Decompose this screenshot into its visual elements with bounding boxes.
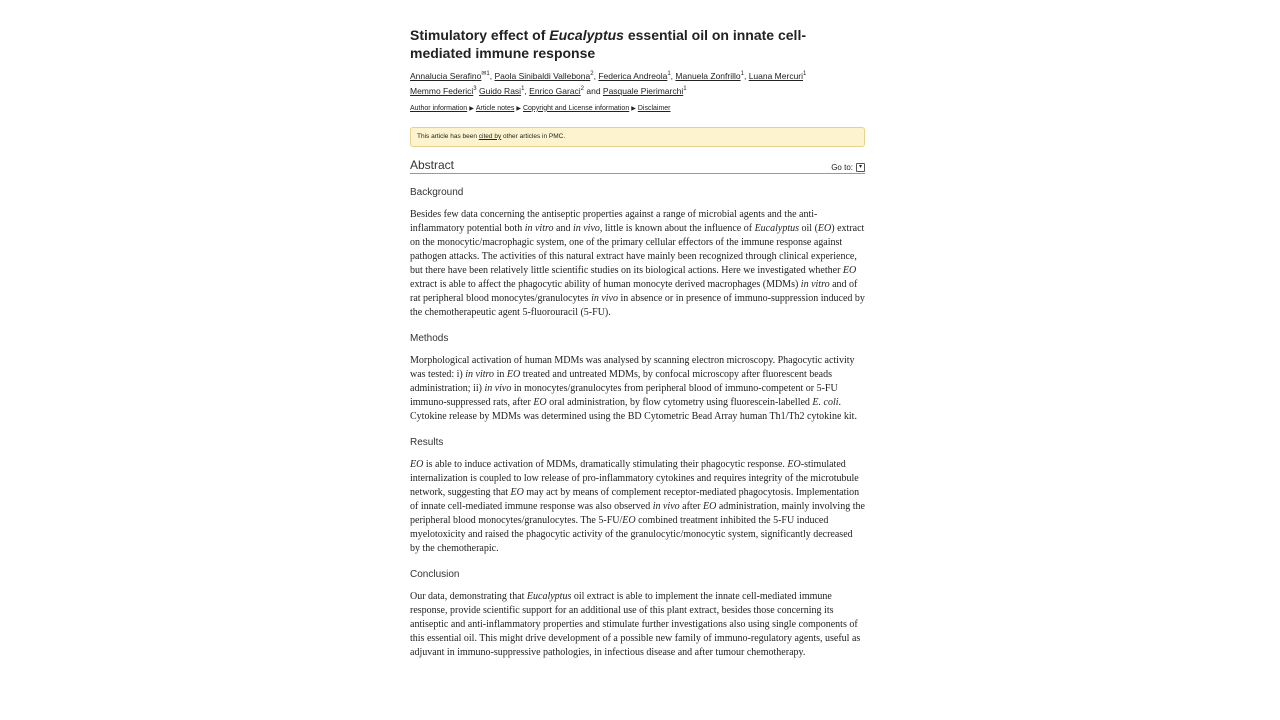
chevron-down-icon: ▾: [856, 163, 865, 172]
abstract-title: Abstract: [410, 157, 455, 172]
triangle-right-icon: ▶: [631, 105, 636, 112]
author-link[interactable]: Paola Sinibaldi Vallebona: [494, 70, 591, 81]
author-link[interactable]: Annalucia Serafino: [410, 70, 482, 81]
author-affiliation: 3: [473, 85, 477, 92]
goto-label: Go to:: [831, 162, 853, 172]
author-affiliation: 1: [667, 71, 671, 77]
author-separator: ,: [524, 85, 530, 96]
triangle-right-icon: ▶: [469, 105, 474, 112]
section-body-background: Besides few data concerning the antiseptic properties against a range of microbial agents and the anti-inflammatory potential both in vitro and in vivo, little is known about the influence of Eucalyptus oil (EO) extract on the monocytic/macrophagic system, one of the primary cellular effectors of the immune response against pathogen attacks. The activities of this natural extract have mainly been recognized through clinical experience, but there have been relatively little scientific studies on its biological actions. Here we investigated whether EO extract is able to affect the phagocytic ability of human monocyte derived macrophages (MDMs) in vitro and of rat peripheral blood monocytes/granulocytes in vivo in absence or in presence of immuno-suppression induced by the chemotherapeutic agent 5-fluorouracil (5-FU).: [410, 208, 865, 318]
abstract-header: [410, 158, 865, 174]
section-heading-methods: Methods: [410, 332, 449, 344]
author-affiliation: 1: [683, 85, 687, 92]
author-link[interactable]: Luana Mercuri: [748, 70, 804, 81]
author-affiliation: 2: [580, 85, 584, 92]
author-separator: ,: [593, 70, 599, 81]
author-separator: ,: [743, 70, 749, 81]
section-heading-background: Background: [410, 186, 464, 198]
meta-link[interactable]: Article notes: [475, 104, 515, 112]
triangle-right-icon: ▶: [516, 105, 521, 112]
author-affiliation: ✉1: [481, 71, 490, 77]
cited-text-pre: This article has been: [417, 132, 479, 140]
author-affiliation: 2: [590, 71, 594, 77]
article-title: Stimulatory effect of Eucalyptus essential oil on innate cell-mediated immune response: [410, 27, 807, 61]
author-affiliation: 1: [803, 71, 807, 77]
author-separator: ,: [489, 70, 495, 81]
cited-by-link[interactable]: cited by: [478, 132, 502, 140]
author-list: [410, 68, 865, 98]
author-link[interactable]: Pasquale Pierimarchi: [602, 85, 684, 96]
meta-link[interactable]: Copyright and License information: [522, 104, 630, 112]
author-separator: and: [584, 85, 603, 96]
cited-text-post: other articles in PMC.: [501, 132, 566, 140]
cited-by-notice: [410, 127, 865, 147]
section-heading-conclusion: Conclusion: [410, 568, 460, 580]
author-link[interactable]: Guido Rasi: [479, 85, 522, 96]
section-body-methods: Morphological activation of human MDMs was analysed by scanning electron microscopy. Phagocytic activity was tested: i) in vitro in EO treated and untreated MDMs, by confocal microscopy after fluorescent beads administration; ii) in vivo in monocytes/granulocytes from peripheral blood of immuno-competent or 5-FU immuno-suppressed rats, after EO oral administration, by flow cytometry using fluorescein-labelled E. coli. Cytokine release by MDMs was determined using the BD Cytometric Bead Array human Th1/Th2 cytokine kit.: [410, 354, 857, 422]
article: [410, 26, 865, 660]
meta-link[interactable]: Disclaimer: [637, 104, 671, 112]
author-link[interactable]: Federica Andreola: [598, 70, 668, 81]
section-body-results: EO is able to induce activation of MDMs, dramatically stimulating their phagocytic response. EO-stimulated internalization is coupled to low release of pro-inflammatory cytokines and requires integrity of the microtubule network, suggesting that EO may act by means of complement receptor-mediated phagocytosis. Implementation of innate cell-mediated immune response was also observed in vivo after EO administration, mainly involving the peripheral blood monocytes/granulocytes. The 5-FU/EO combined treatment inhibited the 5-FU induced myelotoxicity and raised the phagocytic activity of the granulocytic/monocytic system, significantly decreased by the chemotherapic.: [410, 458, 865, 554]
meta-link[interactable]: Author information: [410, 104, 468, 112]
section-body-conclusion: Our data, demonstrating that Eucalyptus oil extract is able to implement the innate cell-mediated immune response, provide scientific support for an additional use of this plant extract, besides those concerning its antiseptic and anti-inflammatory properties and stimulate further investigations also using single components of this essential oil. This might drive development of a possible new family of immuno-regulatory agents, useful as adjuvant in immuno-suppressive pathologies, in infectious disease and after tumour chemotherapy.: [410, 590, 861, 658]
author-link[interactable]: Enrico Garaci: [529, 85, 581, 96]
author-link[interactable]: Manuela Zonfrillo: [675, 70, 741, 81]
goto-menu[interactable]: [831, 163, 865, 172]
article-meta-links: [410, 104, 865, 114]
section-heading-results: Results: [410, 436, 444, 448]
author-link[interactable]: Memmo Federici: [410, 85, 474, 96]
author-affiliation: 1: [521, 85, 525, 92]
author-separator: ,: [670, 70, 676, 81]
author-affiliation: 1: [740, 71, 744, 77]
